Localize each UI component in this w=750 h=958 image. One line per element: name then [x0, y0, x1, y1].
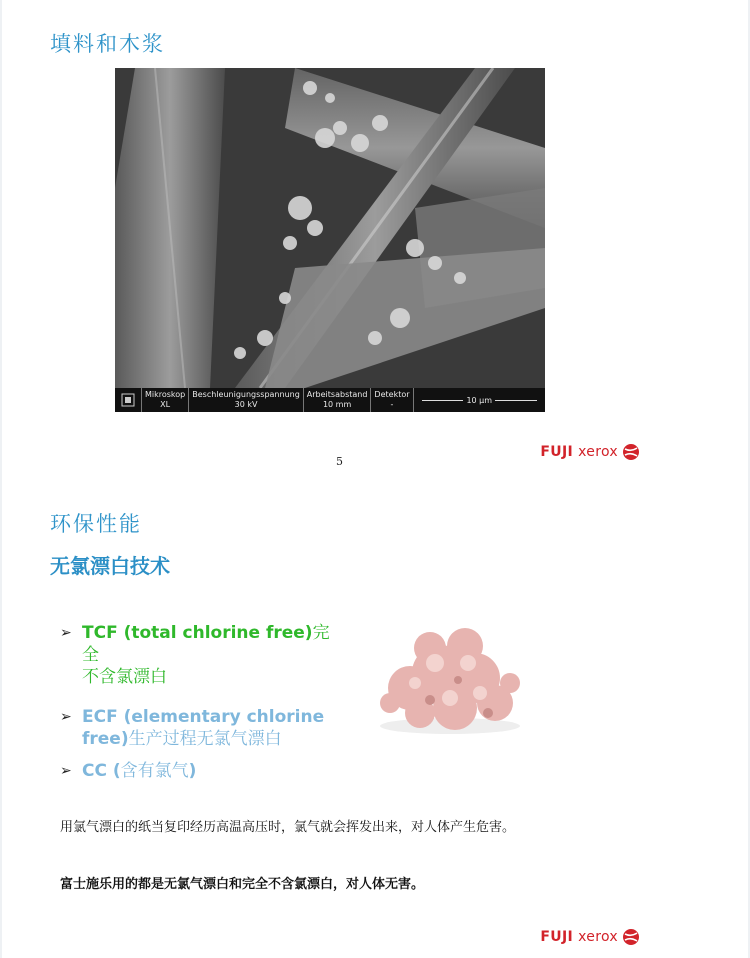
paragraph-fuji-xerox-safe: 富士施乐用的都是无氯气漂白和完全不含氯漂白，对人体无害。 — [60, 877, 425, 892]
bullet-ecf-line2-latin: free) — [82, 729, 129, 749]
sem-microscope-cell — [142, 388, 189, 412]
bullet-tcf-text — [82, 622, 332, 688]
sem-distance-value: 10 mm — [322, 400, 352, 409]
sem-microscope-label: Mikroskop — [145, 390, 186, 399]
sem-image — [115, 68, 545, 388]
powder-pile-image — [370, 608, 530, 738]
xerox-ball-logo-icon — [622, 443, 640, 461]
bullet-cc-latin: CC ( — [82, 761, 121, 781]
sem-micrograph — [115, 68, 545, 412]
sem-detector-label: Detektor — [374, 390, 410, 399]
slide-2-title: 环保性能 — [50, 512, 142, 536]
bullet-cc-text — [82, 760, 332, 782]
sem-voltage-cell — [189, 388, 304, 412]
bullet-ecf-cjk: 生产过程无氯气漂白 — [128, 729, 282, 749]
slide-2-subtitle: 无氯漂白技术 — [50, 554, 170, 578]
bullet-cc — [60, 760, 332, 782]
sem-distance-label: Arbeitsabstand — [306, 390, 368, 399]
brand-fuji: FUJI — [540, 929, 573, 945]
slide-1-title: 填料和木浆 — [50, 32, 165, 56]
bullet-arrow-icon: ➢ — [60, 709, 72, 725]
bullet-tcf-cjk: 完全 — [82, 623, 330, 665]
bullet-tcf-latin: TCF (total chlorine free) — [82, 623, 313, 643]
fuji-xerox-logo — [540, 928, 640, 946]
brand-xerox: xerox — [578, 444, 618, 460]
sem-microscope-value: XL — [160, 400, 171, 409]
brand-xerox: xerox — [578, 929, 618, 945]
fuji-xerox-logo — [540, 443, 640, 461]
sem-voltage-value: 30 kV — [234, 400, 258, 409]
bullet-cc-tail: ) — [188, 761, 197, 781]
microscope-logo-icon — [115, 388, 142, 412]
brand-wordmark — [540, 444, 618, 460]
bullet-cc-cjk: 含有氯气 — [120, 761, 189, 781]
bullet-arrow-icon: ➢ — [60, 625, 72, 641]
sem-voltage-label: Beschleunigungsspannung — [192, 390, 300, 399]
sem-detector-value: - — [390, 400, 394, 409]
sem-detector-cell — [371, 388, 413, 412]
bullet-tcf-line2: 不含氯漂白 — [82, 667, 167, 687]
brand-wordmark — [540, 929, 618, 945]
bullet-arrow-icon: ➢ — [60, 763, 72, 779]
bullet-ecf-latin: ECF (elementary chlorine — [82, 707, 325, 727]
xerox-ball-logo-icon — [622, 928, 640, 946]
sem-scale-label: 10 µm — [463, 396, 495, 405]
sem-scale-bar — [414, 388, 545, 412]
sem-distance-cell — [304, 388, 372, 412]
bullet-tcf — [60, 622, 332, 688]
paragraph-chlorine-hazard: 用氯气漂白的纸当复印经历高温高压时，氯气就会挥发出来，对人体产生危害。 — [60, 820, 516, 835]
brand-fuji: FUJI — [540, 444, 573, 460]
bullet-ecf-text — [82, 706, 332, 750]
slide-2 — [0, 480, 750, 958]
sem-info-bar — [115, 388, 545, 412]
page-number: 5 — [336, 455, 343, 468]
bullet-ecf — [60, 706, 332, 750]
